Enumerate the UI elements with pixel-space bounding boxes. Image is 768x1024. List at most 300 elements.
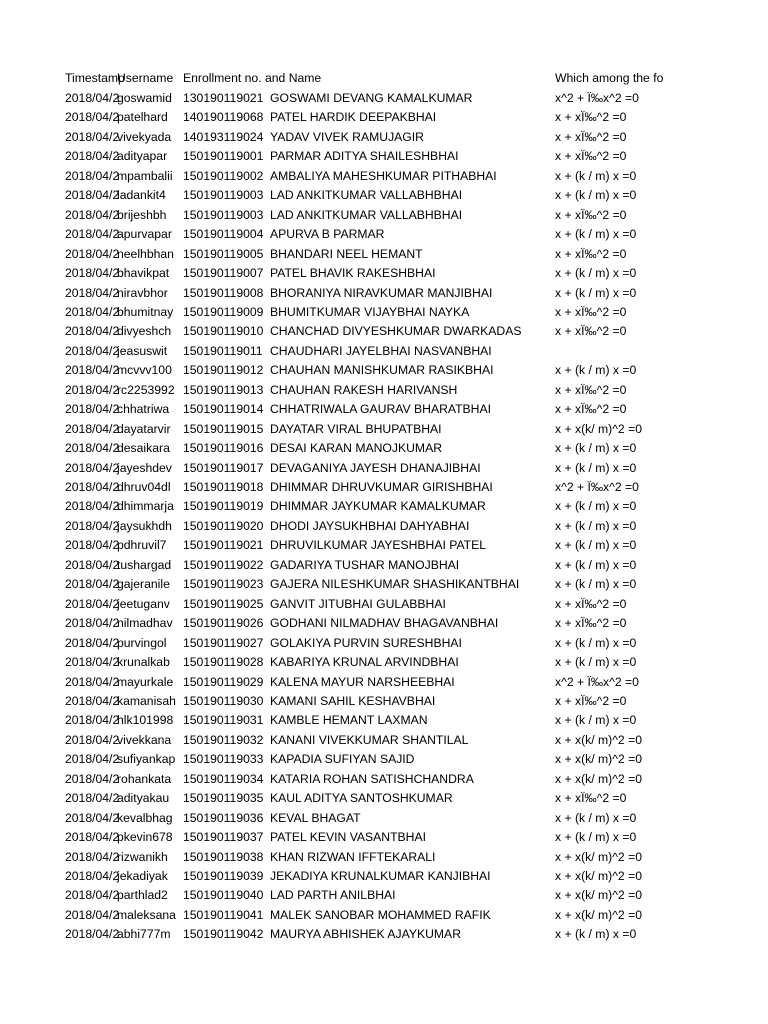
enrollment-number: 150190119038 [183, 849, 264, 864]
student-name: GAJERA NILESHKUMAR SHASHIKANTBHAI [270, 577, 520, 592]
enrollment-name-cell [183, 264, 555, 284]
username-cell: vivekyada [117, 129, 172, 144]
timestamp-cell: 2018/04/2 [65, 460, 120, 475]
answer-cell: x + (k / m) x =0 [555, 168, 637, 183]
timestamp-cell: 2018/04/2 [65, 713, 120, 728]
student-name: BHORANIYA NIRAVKUMAR MANJIBHAI [270, 285, 493, 300]
student-name: YADAV VIVEK RAMUJAGIR [270, 129, 424, 144]
student-name: KHAN RIZWAN IFFTEKARALI [270, 849, 436, 864]
username-cell: patelhard [117, 110, 168, 125]
answer-cell [555, 342, 675, 362]
table-row [0, 147, 768, 167]
enrollment-name-cell [183, 809, 555, 829]
table-row [0, 575, 768, 595]
answer-cell: x + (k / m) x =0 [555, 266, 637, 281]
enrollment-name-cell [183, 206, 555, 226]
username-cell: brijeshbh [117, 207, 167, 222]
enrollment-name-cell [183, 634, 555, 654]
student-name: CHAUDHARI JAYELBHAI NASVANBHAI [270, 343, 492, 358]
enrollment-number: 150190119023 [183, 577, 264, 592]
table-row [0, 361, 768, 381]
enrollment-name-cell [183, 653, 555, 673]
timestamp-cell: 2018/04/2 [65, 246, 120, 261]
student-name: GOLAKIYA PURVIN SURESHBHAI [270, 635, 462, 650]
enrollment-number: 150190119033 [183, 752, 264, 767]
table-row [0, 167, 768, 187]
enrollment-name-cell [183, 906, 555, 926]
username-cell: hlk101998 [117, 713, 174, 728]
student-name: KEVAL BHAGAT [270, 810, 361, 825]
student-name: PARMAR ADITYA SHAILESHBHAI [270, 149, 459, 164]
table-row [0, 653, 768, 673]
enrollment-name-cell [183, 225, 555, 245]
enrollment-name-cell [183, 459, 555, 479]
enrollment-number: 150190119041 [183, 907, 264, 922]
enrollment-number: 150190119027 [183, 635, 264, 650]
timestamp-cell: 2018/04/2 [65, 888, 120, 903]
enrollment-number: 150190119004 [183, 227, 264, 242]
timestamp-cell: 2018/04/2 [65, 830, 120, 845]
username-cell: purvingol [117, 635, 167, 650]
enrollment-name-cell [183, 89, 555, 109]
enrollment-name-cell [183, 322, 555, 342]
username-cell: mayurkale [117, 674, 174, 689]
student-name: DHRUVILKUMAR JAYESHBHAI PATEL [270, 538, 487, 553]
answer-cell: x + x(k/ m)^2 =0 [555, 888, 642, 903]
enrollment-name-cell [183, 517, 555, 537]
answer-cell: x + xÏ‰^2 =0 [555, 791, 627, 806]
enrollment-number: 150190119001 [183, 149, 264, 164]
username-cell: dhruv04dl [117, 480, 171, 494]
student-name: LAD ANKITKUMAR VALLABHBHAI [270, 188, 463, 203]
enrollment-name-cell [183, 673, 555, 693]
answer-cell: x + xÏ‰^2 =0 [555, 324, 627, 339]
username-cell: adityapar [117, 149, 168, 164]
answer-cell: x + x(k/ m)^2 =0 [555, 732, 642, 747]
username-cell: neelhbhan [117, 246, 174, 261]
timestamp-cell: 2018/04/2 [65, 557, 120, 572]
timestamp-cell: 2018/04/2 [65, 674, 120, 689]
username-cell: tushargad [117, 557, 172, 572]
username-cell: parthlad2 [117, 888, 168, 903]
enrollment-name-cell [183, 400, 555, 420]
table-row [0, 89, 768, 109]
timestamp-cell: 2018/04/2 [65, 518, 120, 533]
table-row [0, 867, 768, 887]
table-row [0, 731, 768, 751]
username-cell: dayatarvir [117, 421, 171, 436]
timestamp-cell: 2018/04/2 [65, 402, 120, 417]
table-row [0, 225, 768, 245]
username-cell: pdhruvil7 [117, 538, 167, 553]
enrollment-name-cell [183, 770, 555, 790]
username-cell: dhimmarja [117, 499, 174, 514]
student-name: DHIMMAR DHRUVKUMAR GIRISHBHAI [270, 480, 493, 494]
enrollment-name-cell [183, 556, 555, 576]
student-name: PATEL HARDIK DEEPAKBHAI [270, 110, 437, 125]
answer-cell: x + x(k/ m)^2 =0 [555, 849, 642, 864]
student-name: KAPADIA SUFIYAN SAJID [270, 752, 415, 767]
enrollment-number: 140193119024 [183, 129, 264, 144]
enrollment-name-cell [183, 108, 555, 128]
answer-cell: x + (k / m) x =0 [555, 538, 637, 553]
answer-cell: x + x(k/ m)^2 =0 [555, 771, 642, 786]
enrollment-number: 150190119022 [183, 557, 264, 572]
timestamp-cell: 2018/04/2 [65, 655, 120, 670]
table-row [0, 439, 768, 459]
username-cell: kamanisah [117, 693, 176, 708]
username-cell: goswamid [117, 91, 172, 105]
enrollment-number: 150190119020 [183, 518, 264, 533]
enrollment-number: 150190119026 [183, 616, 264, 631]
enrollment-name-cell [183, 439, 555, 459]
table-row [0, 828, 768, 848]
answer-cell: x + (k / m) x =0 [555, 713, 637, 728]
table-row [0, 322, 768, 342]
timestamp-cell: 2018/04/2 [65, 266, 120, 281]
username-cell: apurvapar [117, 227, 172, 242]
answer-cell: x + (k / m) x =0 [555, 635, 637, 650]
timestamp-cell: 2018/04/2 [65, 693, 120, 708]
timestamp-cell: 2018/04/2 [65, 538, 120, 553]
student-name: LAD ANKITKUMAR VALLABHBHAI [270, 207, 463, 222]
table-row [0, 848, 768, 868]
student-name: JEKADIYA KRUNALKUMAR KANJIBHAI [270, 869, 491, 883]
timestamp-cell: 2018/04/2 [65, 771, 120, 786]
enrollment-name-cell [183, 711, 555, 731]
username-cell: krunalkab [117, 655, 170, 670]
timestamp-cell: 2018/04/2 [65, 363, 120, 378]
username-cell: jeetuganv [117, 596, 170, 611]
enrollment-name-cell [183, 848, 555, 868]
username-cell: chhatriwa [117, 402, 170, 417]
enrollment-name-cell [183, 731, 555, 751]
student-name: CHANCHAD DIVYESHKUMAR DWARKADAS [270, 324, 522, 339]
answer-cell: x + (k / m) x =0 [555, 655, 637, 670]
enrollment-name-cell [183, 361, 555, 381]
enrollment-name-cell [183, 595, 555, 615]
enrollment-name-cell [183, 692, 555, 712]
student-name: DHODI JAYSUKHBHAI DAHYABHAI [270, 518, 470, 533]
timestamp-cell: 2018/04/2 [65, 480, 120, 494]
student-name: GADARIYA TUSHAR MANOJBHAI [270, 557, 460, 572]
table-row [0, 459, 768, 479]
timestamp-cell: 2018/04/2 [65, 927, 120, 942]
enrollment-number: 150190119029 [183, 674, 264, 689]
enrollment-name-cell [183, 750, 555, 770]
timestamp-cell: 2018/04/2 [65, 110, 120, 125]
enrollment-number: 150190119042 [183, 927, 264, 942]
answer-cell: x + (k / m) x =0 [555, 927, 637, 942]
table-row [0, 206, 768, 226]
answer-cell: x + (k / m) x =0 [555, 188, 637, 203]
student-name: GANVIT JITUBHAI GULABBHAI [270, 596, 446, 611]
table-row [0, 517, 768, 537]
timestamp-cell: 2018/04/2 [65, 343, 120, 358]
answer-cell: x + xÏ‰^2 =0 [555, 246, 627, 261]
timestamp-cell: 2018/04/2 [65, 810, 120, 825]
timestamp-cell: 2018/04/2 [65, 577, 120, 592]
answer-cell: x + (k / m) x =0 [555, 499, 637, 514]
header-username: Username [117, 71, 174, 85]
enrollment-number: 150190119005 [183, 246, 264, 261]
enrollment-name-cell [183, 186, 555, 206]
table-row [0, 750, 768, 770]
timestamp-cell: 2018/04/2 [65, 752, 120, 767]
timestamp-cell: 2018/04/2 [65, 129, 120, 144]
enrollment-name-cell [183, 342, 555, 362]
enrollment-name-cell [183, 614, 555, 634]
table-row [0, 711, 768, 731]
table-row [0, 381, 768, 401]
username-cell: ladankit4 [117, 188, 166, 203]
timestamp-cell: 2018/04/2 [65, 635, 120, 650]
timestamp-cell: 2018/04/2 [65, 324, 120, 339]
answer-cell: x^2 + Ï‰x^2 =0 [555, 674, 639, 689]
answer-cell: x + (k / m) x =0 [555, 577, 637, 592]
table-row [0, 108, 768, 128]
student-name: KAMANI SAHIL KESHAVBHAI [270, 693, 436, 708]
answer-cell: x + (k / m) x =0 [555, 363, 637, 378]
answer-cell: x + (k / m) x =0 [555, 460, 637, 475]
username-cell: pkevin678 [117, 830, 173, 845]
answer-cell: x + (k / m) x =0 [555, 227, 637, 242]
header-row [0, 69, 768, 89]
table-row [0, 673, 768, 693]
table-row [0, 245, 768, 265]
timestamp-cell: 2018/04/2 [65, 849, 120, 864]
username-cell: jayeshdev [117, 460, 172, 475]
enrollment-name-cell [183, 867, 555, 887]
student-name: KAMBLE HEMANT LAXMAN [270, 713, 428, 728]
table-row [0, 303, 768, 323]
answer-cell: x + xÏ‰^2 =0 [555, 382, 627, 397]
answer-cell: x + xÏ‰^2 =0 [555, 110, 627, 125]
answer-cell: x + x(k/ m)^2 =0 [555, 752, 642, 767]
enrollment-name-cell [183, 303, 555, 323]
table-row [0, 886, 768, 906]
student-name: DAYATAR VIRAL BHUPATBHAI [270, 421, 442, 436]
answer-cell: x + (k / m) x =0 [555, 285, 637, 300]
student-name: APURVA B PARMAR [270, 227, 385, 242]
table-row [0, 284, 768, 304]
enrollment-name-cell [183, 284, 555, 304]
enrollment-number: 150190119013 [183, 382, 264, 397]
answer-cell: x + xÏ‰^2 =0 [555, 616, 627, 631]
student-name: KABARIYA KRUNAL ARVINDBHAI [270, 655, 459, 670]
enrollment-name-cell [183, 575, 555, 595]
enrollment-number: 150190119021 [183, 538, 264, 553]
username-cell: jekadiyak [117, 869, 168, 883]
enrollment-name-cell [183, 420, 555, 440]
timestamp-cell: 2018/04/2 [65, 207, 120, 222]
timestamp-cell: 2018/04/2 [65, 421, 120, 436]
timestamp-cell: 2018/04/2 [65, 188, 120, 203]
timestamp-cell: 2018/04/2 [65, 869, 120, 883]
enrollment-name-cell [183, 497, 555, 517]
enrollment-number: 150190119028 [183, 655, 264, 670]
enrollment-name-cell [183, 478, 555, 498]
student-name: BHANDARI NEEL HEMANT [270, 246, 423, 261]
timestamp-cell: 2018/04/2 [65, 285, 120, 300]
table-row [0, 556, 768, 576]
answer-cell: x + xÏ‰^2 =0 [555, 149, 627, 164]
table-row [0, 536, 768, 556]
enrollment-name-cell [183, 147, 555, 167]
table-row [0, 634, 768, 654]
enrollment-number: 150190119011 [183, 343, 263, 358]
enrollment-number: 150190119012 [183, 363, 264, 378]
answer-cell: x + x(k/ m)^2 =0 [555, 907, 642, 922]
student-name: GOSWAMI DEVANG KAMALKUMAR [270, 91, 473, 105]
table-row [0, 400, 768, 420]
timestamp-cell: 2018/04/2 [65, 91, 120, 105]
enrollment-number: 150190119019 [183, 499, 264, 514]
student-name: DESAI KARAN MANOJKUMAR [270, 441, 443, 456]
student-name: KALENA MAYUR NARSHEEBHAI [270, 674, 455, 689]
answer-cell: x + xÏ‰^2 =0 [555, 693, 627, 708]
student-name: CHAUHAN MANISHKUMAR RASIKBHAI [270, 363, 494, 378]
enrollment-number: 150190119039 [183, 869, 264, 883]
username-cell: rizwanikh [117, 849, 168, 864]
student-name: GODHANI NILMADHAV BHAGAVANBHAI [270, 616, 499, 631]
student-name: KANANI VIVEKKUMAR SHANTILAL [270, 732, 469, 747]
student-name: DHIMMAR JAYKUMAR KAMALKUMAR [270, 499, 486, 514]
table-row [0, 809, 768, 829]
username-cell: kevalbhag [117, 810, 173, 825]
student-name: PATEL KEVIN VASANTBHAI [270, 830, 426, 845]
enrollment-name-cell [183, 925, 555, 945]
timestamp-cell: 2018/04/2 [65, 304, 120, 319]
enrollment-number: 150190119035 [183, 791, 264, 806]
student-name: BHUMITKUMAR VIJAYBHAI NAYKA [270, 304, 470, 319]
timestamp-cell: 2018/04/2 [65, 732, 120, 747]
enrollment-number: 150190119040 [183, 888, 264, 903]
answer-cell: x^2 + Ï‰x^2 =0 [555, 91, 639, 105]
username-cell: bhavikpat [117, 266, 170, 281]
answer-cell: x + (k / m) x =0 [555, 441, 637, 456]
enrollment-number: 150190119036 [183, 810, 264, 825]
student-name: KATARIA ROHAN SATISHCHANDRA [270, 771, 474, 786]
username-cell: desaikara [117, 441, 170, 456]
enrollment-number: 150190119003 [183, 207, 264, 222]
enrollment-number: 150190119014 [183, 402, 264, 417]
student-name: CHHATRIWALA GAURAV BHARATBHAI [270, 402, 491, 417]
table-row [0, 614, 768, 634]
enrollment-number: 150190119009 [183, 304, 264, 319]
timestamp-cell: 2018/04/2 [65, 907, 120, 922]
username-cell: divyeshch [117, 324, 172, 339]
answer-cell: x + xÏ‰^2 =0 [555, 402, 627, 417]
enrollment-number: 150190119034 [183, 771, 264, 786]
answer-cell: x + xÏ‰^2 =0 [555, 304, 627, 319]
answer-cell: x^2 + Ï‰x^2 =0 [555, 480, 639, 494]
enrollment-name-cell [183, 245, 555, 265]
table-row [0, 342, 768, 362]
table-row [0, 692, 768, 712]
enrollment-name-cell [183, 536, 555, 556]
username-cell: jaysukhdh [117, 518, 172, 533]
timestamp-cell: 2018/04/2 [65, 149, 120, 164]
student-name: DEVAGANIYA JAYESH DHANAJIBHAI [270, 460, 481, 475]
username-cell: sufiyankap [117, 752, 176, 767]
username-cell: rc2253992 [117, 382, 175, 397]
table-row [0, 925, 768, 945]
table-row [0, 906, 768, 926]
timestamp-cell: 2018/04/2 [65, 616, 120, 631]
answer-cell: x + x(k/ m)^2 =0 [555, 421, 642, 436]
timestamp-cell: 2018/04/2 [65, 441, 120, 456]
username-cell: rohankata [117, 771, 172, 786]
table-row [0, 420, 768, 440]
username-cell: niravbhor [117, 285, 168, 300]
student-name: KAUL ADITYA SANTOSHKUMAR [270, 791, 453, 806]
answer-cell: x + (k / m) x =0 [555, 810, 637, 825]
answer-cell: x + (k / m) x =0 [555, 830, 637, 845]
username-cell: abhi777m [117, 927, 171, 942]
enrollment-number: 130190119021 [183, 91, 264, 105]
enrollment-number: 150190119031 [183, 713, 264, 728]
username-cell: vivekkana [117, 732, 172, 747]
answer-cell: x + xÏ‰^2 =0 [555, 207, 627, 222]
answer-cell: x + (k / m) x =0 [555, 557, 637, 572]
enrollment-number: 150190119030 [183, 693, 264, 708]
timestamp-cell: 2018/04/2 [65, 168, 120, 183]
enrollment-number: 150190119025 [183, 596, 264, 611]
table-row [0, 264, 768, 284]
answer-cell: x + xÏ‰^2 =0 [555, 596, 627, 611]
username-cell: mcvvv100 [117, 363, 172, 378]
student-name: AMBALIYA MAHESHKUMAR PITHABHAI [270, 168, 497, 183]
table-row [0, 595, 768, 615]
enrollment-number: 150190119016 [183, 441, 264, 456]
table-row [0, 478, 768, 498]
enrollment-name-cell [183, 167, 555, 187]
enrollment-number: 150190119003 [183, 188, 264, 203]
table-row [0, 497, 768, 517]
enrollment-number: 150190119018 [183, 480, 264, 494]
username-cell: adityakau [117, 791, 170, 806]
table-row [0, 186, 768, 206]
answer-cell: x + (k / m) x =0 [555, 518, 637, 533]
timestamp-cell: 2018/04/2 [65, 227, 120, 242]
enrollment-name-cell [183, 128, 555, 148]
enrollment-number: 150190119010 [183, 324, 264, 339]
header-timestamp: Timestamp [65, 71, 125, 85]
table-row [0, 128, 768, 148]
enrollment-number: 140190119068 [183, 110, 264, 125]
answer-cell: x + x(k/ m)^2 =0 [555, 869, 642, 883]
header-answer: Which among the fo [555, 71, 664, 85]
enrollment-number: 150190119002 [183, 168, 264, 183]
username-cell: nilmadhav [117, 616, 173, 631]
enrollment-number: 150190119032 [183, 732, 264, 747]
timestamp-cell: 2018/04/2 [65, 791, 120, 806]
table-row [0, 770, 768, 790]
timestamp-cell: 2018/04/2 [65, 596, 120, 611]
student-name: MAURYA ABHISHEK AJAYKUMAR [270, 927, 461, 942]
enrollment-number: 150190119007 [183, 266, 264, 281]
student-name: LAD PARTH ANILBHAI [270, 888, 396, 903]
username-cell: mpambalii [117, 168, 173, 183]
answer-cell: x + xÏ‰^2 =0 [555, 129, 627, 144]
student-name: PATEL BHAVIK RAKESHBHAI [270, 266, 436, 281]
header-enrollment-name: Enrollment no. and Name [183, 71, 322, 85]
timestamp-cell: 2018/04/2 [65, 382, 120, 397]
enrollment-name-cell [183, 886, 555, 906]
enrollment-number: 150190119037 [183, 830, 264, 845]
student-name: MALEK SANOBAR MOHAMMED RAFIK [270, 907, 491, 922]
